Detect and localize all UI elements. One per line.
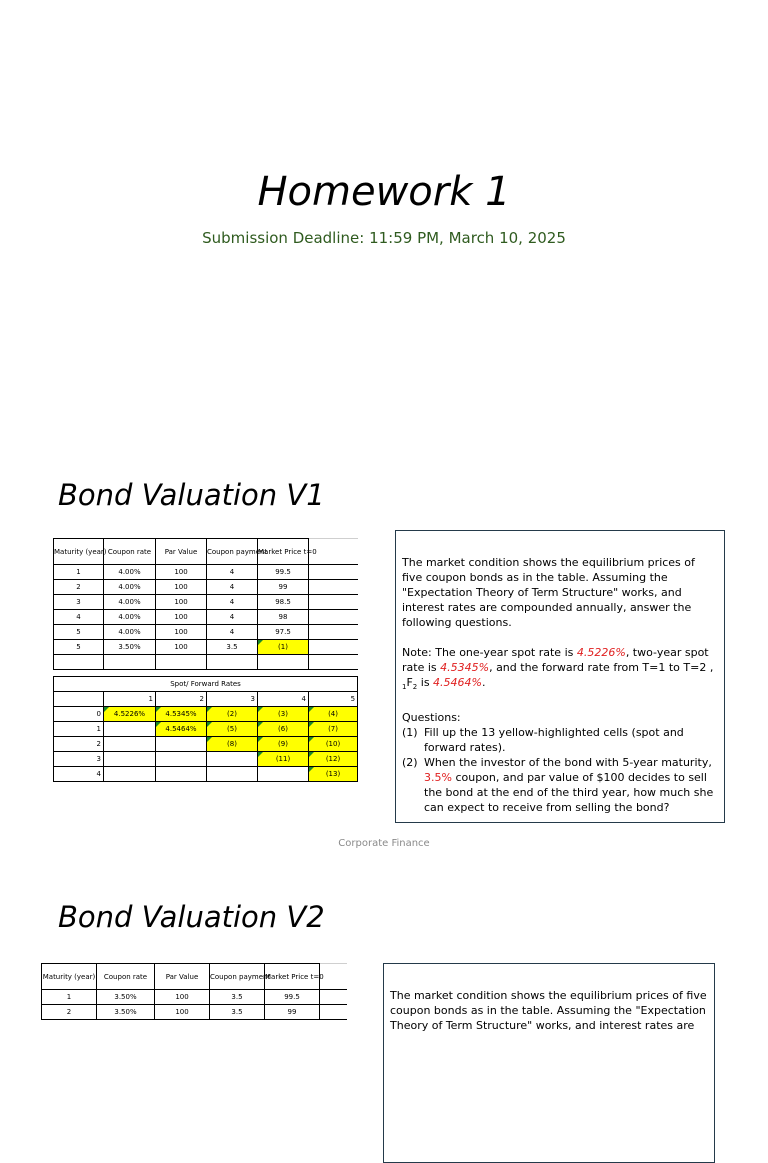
question-2 bbox=[402, 755, 718, 815]
cell: 5 bbox=[54, 625, 104, 640]
header-par-value: Par Value bbox=[156, 539, 207, 565]
cell: 100 bbox=[156, 610, 207, 625]
table-row bbox=[54, 640, 358, 655]
spot-forward-rates-table bbox=[53, 676, 358, 782]
table-row bbox=[54, 565, 358, 580]
slide-title: Bond Valuation V2 bbox=[58, 900, 325, 934]
note-part: is bbox=[417, 676, 434, 689]
highlighted-cell: 4.5226% bbox=[104, 707, 156, 722]
cell bbox=[207, 655, 258, 670]
spot-rate-2: 4.5345% bbox=[440, 661, 490, 674]
note-part: , and the forward rate from T=1 to T=2 , bbox=[489, 661, 714, 674]
rates-row-label: 4 bbox=[54, 767, 104, 782]
highlighted-cell: (5) bbox=[207, 722, 258, 737]
cell: 1 bbox=[42, 990, 97, 1005]
header-par-value: Par Value bbox=[155, 964, 210, 990]
question-number: (2) bbox=[402, 756, 418, 770]
rates-col-label: 5 bbox=[309, 692, 358, 707]
header-maturity: Maturity (year) bbox=[54, 539, 104, 565]
rates-row bbox=[54, 722, 358, 737]
blank-cell bbox=[309, 625, 358, 640]
forward-subscript-1: 1 bbox=[402, 683, 407, 692]
cell bbox=[156, 737, 207, 752]
cell bbox=[104, 737, 156, 752]
header-coupon-payment: Coupon payment bbox=[210, 964, 265, 990]
forward-rate: 4.5464% bbox=[433, 676, 482, 689]
cell bbox=[54, 655, 104, 670]
cell: 2 bbox=[42, 1005, 97, 1020]
blank-cell bbox=[320, 1005, 347, 1020]
highlighted-cell: 4.5464% bbox=[156, 722, 207, 737]
cell: 99.5 bbox=[265, 990, 320, 1005]
rates-col-label: 2 bbox=[156, 692, 207, 707]
question-1 bbox=[402, 725, 718, 755]
cell: 5 bbox=[54, 640, 104, 655]
header-market-price: Market Price t=0 bbox=[258, 539, 309, 565]
question-number: (1) bbox=[402, 726, 418, 740]
cell bbox=[104, 655, 156, 670]
bond-valuation-v1-slide bbox=[0, 430, 768, 860]
rates-row bbox=[54, 767, 358, 782]
highlighted-cell: (9) bbox=[258, 737, 309, 752]
table-row bbox=[42, 1005, 347, 1020]
rates-title-row bbox=[54, 677, 358, 692]
question-part: When the investor of the bond with 5-year maturity, bbox=[424, 756, 712, 770]
cell: 100 bbox=[156, 640, 207, 655]
cell bbox=[156, 752, 207, 767]
cell: 2 bbox=[54, 580, 104, 595]
cell: 100 bbox=[156, 565, 207, 580]
cell: 100 bbox=[155, 1005, 210, 1020]
rates-col-label: 4 bbox=[258, 692, 309, 707]
cell: 4 bbox=[207, 625, 258, 640]
submission-deadline: Submission Deadline: 11:59 PM, March 10, 2025 bbox=[202, 229, 566, 247]
header-coupon-rate: Coupon rate bbox=[97, 964, 155, 990]
highlighted-cell: (11) bbox=[258, 752, 309, 767]
corner-cell bbox=[54, 692, 104, 707]
highlighted-cell: (13) bbox=[309, 767, 358, 782]
highlighted-cell: (12) bbox=[309, 752, 358, 767]
cell: 3.50% bbox=[97, 1005, 155, 1020]
table-row bbox=[54, 595, 358, 610]
rates-row-label: 1 bbox=[54, 722, 104, 737]
cell: 4 bbox=[207, 595, 258, 610]
header-coupon-rate: Coupon rate bbox=[104, 539, 156, 565]
cell bbox=[104, 767, 156, 782]
cell: 100 bbox=[156, 625, 207, 640]
cell bbox=[258, 655, 309, 670]
forward-subscript-2: 2 bbox=[412, 683, 418, 692]
rates-col-label: 1 bbox=[104, 692, 156, 707]
blank-cell bbox=[309, 595, 358, 610]
question-box bbox=[395, 530, 725, 823]
cell: 3.5 bbox=[210, 990, 265, 1005]
rates-row-label: 0 bbox=[54, 707, 104, 722]
blank-cell bbox=[309, 565, 358, 580]
highlighted-cell: (4) bbox=[309, 707, 358, 722]
cell: 3.50% bbox=[104, 640, 156, 655]
header-maturity: Maturity (year) bbox=[42, 964, 97, 990]
title-slide bbox=[0, 0, 768, 430]
cell: 3.5 bbox=[210, 1005, 265, 1020]
cell: 3.5 bbox=[207, 640, 258, 655]
market-condition-text: The market condition shows the equilibrium prices of five coupon bonds as in the table. Assuming the "Expectation Theory of Term Structure" works, and interest rates are bbox=[390, 989, 707, 1032]
cell: 4 bbox=[207, 580, 258, 595]
cell: 98 bbox=[258, 610, 309, 625]
rates-row bbox=[54, 737, 358, 752]
rates-row bbox=[54, 707, 358, 722]
highlighted-cell: 4.5345% bbox=[156, 707, 207, 722]
table-row bbox=[54, 625, 358, 640]
highlighted-cell: (7) bbox=[309, 722, 358, 737]
table-header-row bbox=[54, 539, 358, 565]
note-text bbox=[402, 645, 718, 695]
cell: 99 bbox=[265, 1005, 320, 1020]
table-row bbox=[54, 580, 358, 595]
cell: 97.5 bbox=[258, 625, 309, 640]
cell: 3 bbox=[54, 595, 104, 610]
cell: 100 bbox=[156, 595, 207, 610]
cell: 99.5 bbox=[258, 565, 309, 580]
highlighted-cell: (1) bbox=[258, 640, 309, 655]
rates-table-title: Spot/ Forward Rates bbox=[54, 677, 358, 692]
note-part: Note: The one-year spot rate is bbox=[402, 646, 577, 659]
table-row-empty bbox=[54, 655, 358, 670]
cell bbox=[104, 752, 156, 767]
question-box bbox=[383, 963, 715, 1163]
coupon-rate-highlight: 3.5% bbox=[424, 771, 452, 785]
rates-row bbox=[54, 752, 358, 767]
note-part: . bbox=[482, 676, 486, 689]
blank-cell bbox=[309, 640, 358, 655]
bond-table bbox=[41, 963, 347, 1020]
spot-rate-1: 4.5226% bbox=[576, 646, 626, 659]
cell bbox=[156, 655, 207, 670]
table-header-row bbox=[42, 964, 347, 990]
cell bbox=[258, 767, 309, 782]
note-part: , two-year spot rate is bbox=[402, 646, 709, 674]
slide-footer: Corporate Finance bbox=[338, 838, 430, 849]
header-coupon-payment: Coupon payment bbox=[207, 539, 258, 565]
cell: 4 bbox=[207, 610, 258, 625]
market-condition-text: The market condition shows the equilibrium prices of five coupon bonds as in the table. Assuming the "Expectation Theory of Term Structure" works, and interest rates are compounded annually, answer the following questions. bbox=[402, 556, 695, 629]
cell: 99 bbox=[258, 580, 309, 595]
cell: 4.00% bbox=[104, 610, 156, 625]
cell bbox=[104, 722, 156, 737]
blank-cell bbox=[320, 990, 347, 1005]
rates-col-label: 3 bbox=[207, 692, 258, 707]
blank-cell bbox=[309, 610, 358, 625]
cell: 4.00% bbox=[104, 595, 156, 610]
cell bbox=[207, 767, 258, 782]
blank-cell bbox=[309, 655, 358, 670]
table-row bbox=[42, 990, 347, 1005]
cell: 4 bbox=[54, 610, 104, 625]
cell bbox=[207, 752, 258, 767]
table-row bbox=[54, 610, 358, 625]
cell: 4.00% bbox=[104, 565, 156, 580]
cell: 98.5 bbox=[258, 595, 309, 610]
cell: 4 bbox=[207, 565, 258, 580]
question-part: coupon, and par value of $100 decides to sell the bond at the end of the third year, how much she can expect to receive from selling the bond? bbox=[424, 771, 714, 815]
cell: 3.50% bbox=[97, 990, 155, 1005]
cell: 1 bbox=[54, 565, 104, 580]
cell bbox=[156, 767, 207, 782]
cell: 100 bbox=[156, 580, 207, 595]
rates-header-row bbox=[54, 692, 358, 707]
blank-cell bbox=[309, 580, 358, 595]
question-text: Fill up the 13 yellow-highlighted cells (spot and forward rates). bbox=[424, 726, 684, 755]
rates-row-label: 2 bbox=[54, 737, 104, 752]
cell: 100 bbox=[155, 990, 210, 1005]
forward-symbol: F bbox=[406, 676, 413, 689]
highlighted-cell: (2) bbox=[207, 707, 258, 722]
questions-label: Questions: bbox=[402, 711, 461, 725]
highlighted-cell: (10) bbox=[309, 737, 358, 752]
cell: 4.00% bbox=[104, 580, 156, 595]
highlighted-cell: (6) bbox=[258, 722, 309, 737]
rates-row-label: 3 bbox=[54, 752, 104, 767]
bond-valuation-v2-slide bbox=[0, 860, 768, 1032]
slide-title: Bond Valuation V1 bbox=[58, 478, 325, 512]
cell: 4.00% bbox=[104, 625, 156, 640]
highlighted-cell: (3) bbox=[258, 707, 309, 722]
highlighted-cell: (8) bbox=[207, 737, 258, 752]
question-text bbox=[424, 755, 718, 815]
header-market-price: Market Price t=0 bbox=[265, 964, 320, 990]
homework-title: Homework 1 bbox=[257, 169, 511, 215]
bond-table bbox=[53, 538, 358, 670]
